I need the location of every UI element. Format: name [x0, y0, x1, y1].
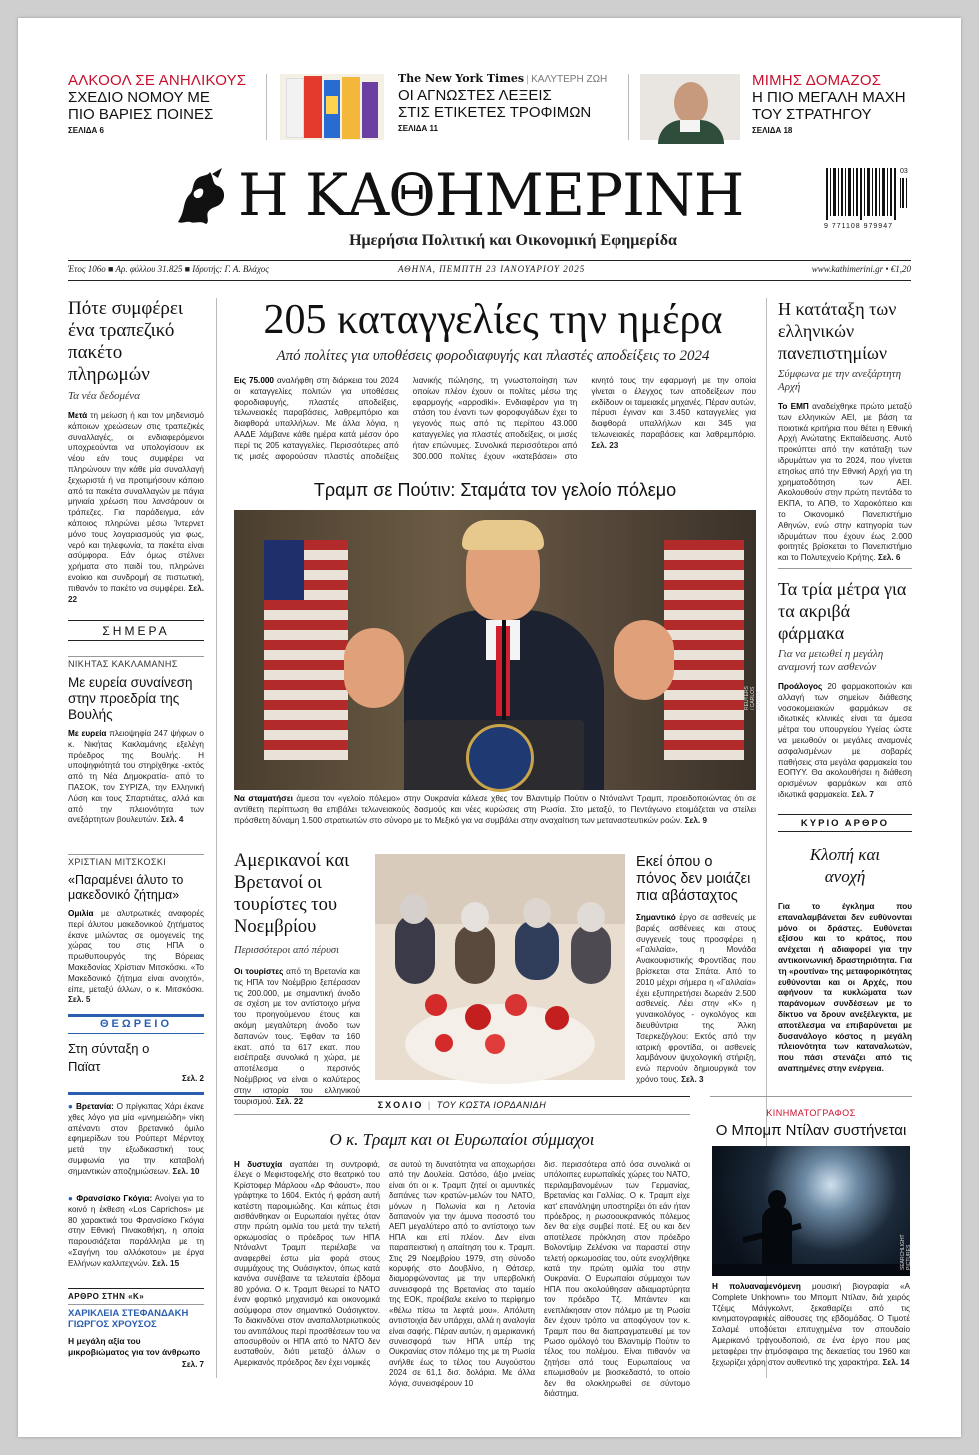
column-author: ΧΑΡΙΚΛΕΙΑ ΣΤΕΦΑΝΔΑΚΗ ΓΙΩΡΓΟΣ ΧΡΟΥΣΟΣ [68, 1308, 189, 1330]
story-subheadline: Τα νέα δεδομένα [68, 390, 140, 402]
theoreio-rule [68, 1033, 204, 1034]
general-portrait-photo [640, 74, 740, 140]
editorial-title: Κλοπή και ανοχή [809, 845, 881, 886]
dateline-rule-top [68, 260, 911, 261]
comment-label: ΣΧΟΛΙΟ [377, 1100, 424, 1110]
editorial-rule [778, 814, 912, 815]
story-drugs[interactable] [778, 578, 912, 801]
lead-subheadline: Από πολίτες για υποθέσεις φοροδιαφυγής και πλαστές αποδείξεις το 2024 [276, 348, 710, 364]
story-body: Σημαντικό έργο σε ασθενείς με βαριές ασθένειες και στους συγγενείς τους προσφέρει η «Γαλιλαία», η Μονάδα Ανακουφιστικής Φροντίδας που βρίσκεται στα Σπάτα. Από το 2010 μέχρι σήμερα η «Γαλιλαία» έχει εξυπηρετήσει δωρεάν 2.500 ασθενείς. Λέει στην «Κ» η γυναικολόγος - ογκολόγος και διευθύντρια της Άλκη Τσερκεζόγλου: Εκτός από την ιατρική φροντίδα, οι ασθενείς λαμβάνουν ψυχολογική στήριξη, ενώ περνούν δημιουργικά τον χρόνο τους. Σελ. 3 [636, 913, 756, 1084]
barcode-issue: 03 [900, 168, 908, 175]
brief-britain[interactable] [68, 1102, 204, 1178]
story-universities[interactable] [778, 298, 912, 564]
comment-byline: ΤΟΥ ΚΩΣΤΑ ΙΟΡΔΑΝΙΔΗ [436, 1100, 547, 1110]
story-headline: Εκεί όπου ο πόνος δεν μοιάζει πια αβάσταχτος [636, 854, 751, 904]
theoreio-section-label: ΘΕΩΡΕΙΟ [100, 1018, 172, 1030]
section-rule [778, 568, 912, 569]
trump-headline[interactable]: Τραμπ σε Πούτιν: Σταμάτα τον γελοίο πόλεμο [313, 480, 677, 500]
story-subheadline: Σύμφωνα με την ανεξάρτητη Αρχή [778, 368, 902, 393]
dylan-headline[interactable]: Ο Μπομπ Ντίλαν συστήνεται [715, 1122, 907, 1139]
teaser-headline-line: ΣΧΕΔΙΟ ΝΟΜΟΥ ΜΕ [68, 89, 210, 106]
column-divider [216, 298, 217, 1378]
section-rule [710, 1096, 912, 1097]
comment-label-row: ΣΧΟΛΙΟ | ΤΟΥ ΚΩΣΤΑ ΙΟΡΔΑΝΙΔΗ [377, 1100, 547, 1110]
column-page-ref: Σελ. 7 [182, 1360, 204, 1369]
section-rule [68, 1288, 204, 1289]
section-rule [68, 620, 204, 621]
teaser-divider [628, 74, 629, 140]
theoreio-rule [68, 1092, 204, 1095]
galilee-photo [375, 854, 625, 1080]
story-headline: Η κατάταξη των ελληνικών πανεπιστημίων [778, 299, 897, 363]
lead-headline[interactable]: 205 καταγγελίες την ημέρα [263, 297, 723, 343]
story-author: ΧΡΙΣΤΙΑΝ ΜΙΤΣΚΟΣΚΙ [68, 854, 204, 867]
story-bank-package[interactable] [68, 298, 204, 605]
story-parliament[interactable] [68, 656, 204, 826]
teaser-food-labels[interactable] [398, 72, 628, 133]
dateline [68, 264, 911, 278]
comment-rule [234, 1096, 690, 1097]
dateline-issue: Έτος 106ο ■ Αρ. φύλλου 31.825 ■ Ιδρυτής: Γ. Α. Βλάχος [68, 264, 269, 274]
story-subheadline: Για να μειωθεί η μεγάλη αναμονή των ασθενών [778, 648, 884, 673]
comment-rule [234, 1114, 690, 1115]
photo-credit: REUTERS / CARLOS BARRIA [744, 686, 762, 710]
story-body: Μετά τη μείωση ή και τον μηδενισμό κάποιων χρεώσεων στις τραπεζικές συναλλαγές, οι ενδιαφερόμενοι υποχρεούνται να υπολογίσουν εκ νέου εάν τους συμφέρει να πληρώνουν την κάθε μία συναλλαγή ξεχωριστά ή να προτιμήσουν κάποιο από τα πακέτα συναλλαγών με πάγια μηνιαία χρέωση που λανσάρουν οι τράπεζες. Για παράδειγμα, εάν κάποιος πληρώνει μέσω Ίντερνετ μόνο τους λογαριασμούς για φως, νερό και τηλεφωνία, τα πακέτα είναι ασύμφορα. Εάν όμως στέλνει χρήματα στο παιδί του, πληρώνει ενοίκιο και συνδρομή σε πιστωτική, πιθανόν το πακέτο να συμφέρει. Σελ. 22 [68, 411, 204, 604]
story-palliative-care[interactable] [636, 854, 756, 1086]
brief-body: ● Βρετανία: Ο πρίγκιπας Χάρι έκανε χθες λόγο για μία «μνημειώδη» νίκη απέναντι στον βρετανικό όμιλο εφημερίδων του Ρούπερτ Μέρντοχ μετά την εξωδικαστική τους συμφωνία για την καταβολή σημαντικών αποζημιώσεων. Σελ. 10 [68, 1102, 205, 1176]
section-rule [68, 640, 204, 641]
teaser-alcohol[interactable] [68, 72, 268, 135]
dateline-site-price: www.kathimerini.gr • €1,20 [811, 264, 911, 274]
story-body: Οι τουρίστες από τη Βρετανία και τις ΗΠΑ τον Νοέμβριο ξεπέρασαν τις 200.000, με σημαντική άνοδο σε σχέση με τον αντίστοιχο μήνα του προηγούμενου έτους και ακόμη μεγαλύτερη άνοδο των δαπανών τους. Έφθαν τα 160 εκατ. από τα 617 εκατ. που εισέπραξε συνολικά η χώρα, με αποτέλεσμα ο περσινός Νοέμβριος να είναι ο καλύτερος στην ιστορία του ελληνικού τουρισμού. Σελ. 22 [234, 967, 360, 1106]
teaser-headline-line: ΣΤΙΣ ΕΤΙΚΕΤΕΣ ΤΡΟΦΙΜΩΝ [398, 104, 592, 121]
editorial-body: Για το έγκλημα που επαναλαμβάνεται δεν ευθύνονται μόνο οι δράστες. Ευθύνεται εξίσου και το κράτος, που ανέχεται ή αδιαφορεί για την αντικοινωνική δραστηριότητα. Για τη «ρουτίνα» της μεταφορικότητας ευθύνονται και οι Αρχές, που αφήνουν τα κυκλώματα των παράνομων συνδέσεων με το δίκτυο να δρουν ανεξέλεγκτα, με αποτέλεσμα να επιβαρύνεται με δυσανάλογο κόστος η μεγάλη πλειονότητα των καταναλωτών, που πάσι στενάζει από τις αναπημένες στην ενέργεια. [778, 902, 912, 1073]
barcode-number: 9 771108 979947 [824, 223, 893, 230]
barcode [824, 168, 910, 230]
comment-title[interactable]: Ο κ. Τραμπ και οι Ευρωπαίοι σύμμαχοι [329, 1130, 595, 1149]
griffin-logo-icon [172, 166, 230, 228]
trump-photo [234, 510, 762, 790]
brief-body: ● Φρανσίσκο Γκόγια: Ανοίγει για το κοινό η έκθεση «Los Caprichos» με 80 χαρακτικά του Φρανσίσκο Γκόγια στην Εθνική Πινακοθήκη, η οποία παρουσιάζεται παράλληλα με τη «Σαγήνη του αλλόκοτου» με έργα Ελλήνων καλλιτεχνών. Σελ. 15 [68, 1194, 204, 1268]
teaser-divider [266, 74, 267, 140]
brand-separator: | [526, 74, 529, 85]
trump-caption: Να σταματήσει άμεσα τον «γελοίο πόλεμο» στην Ουκρανία κάλεσε χθες τον Βλαντιμίρ Πούτιν ο Ντόναλντ Τραμπ, προειδοποιώντας ότι σε αντίθετη περίπτωση θα επιβάλει τελωνειακούς δασμούς και νέες κυρώσεις στη Ρωσία. Στο μεταξύ, το Πεντάγωνο ετοιμάζεται να στείλει πρόσθετη δύναμη 1.500 στρατιωτών στο σύνορο με το Μεξικό για να συμβάλει στην αναχαίτιση των μεταναστευτικών ροών. Σελ. 9 [234, 794, 756, 825]
story-headline: «Παραμένει άλυτο το μακεδονικό ζήτημα» [68, 873, 184, 902]
teaser-page-ref: ΣΕΛΙΔΑ 6 [68, 126, 104, 135]
theoreio-rule [68, 1014, 204, 1017]
dateline-date: ΑΘΗΝΑ, ΠΕΜΠΤΗ 23 ΙΑΝΟΥΑΡΙΟΥ 2025 [398, 264, 586, 274]
story-headline: Πότε συμφέρει ένα τραπεζικό πακέτο πληρωμών [68, 298, 183, 385]
editorial[interactable] [778, 816, 912, 1075]
comment-body-col3: δισ. περισσότερα από όσα συνολικά οι υπόλοιπες ευρωπαϊκές χώρες του ΝΑΤΟ, περιλαμβανομένων των Γερμανίας, Βρετανίας και Γαλλίας. Ο κ. Τραμπ είχε κατ' επανάληψη υποστηρίξει ότι εάν ήταν πρόεδρος, η ρωσοουκρανικός πόλεμος δεν θα είχε συμβεί ποτέ. Εξ ου και δεν αποτέλεσε πρόκληση στον πρόεδρο Βολοντίμιρ Ζελένσκι να παραστεί στην τελετή ορκωμοσίας του, ούτε ενοχλήθηκε κατά την πρώτη ομιλία του στην Ουκρανία. Ο Ευρωπαίοι σύμμαχοι των ΗΠΑ που ακολούθησαν αδιαμαρτύρητα τον πρόεδρο Τζ. Μπάιντεν και ενεπλάκησαν στον πόλεμο με τη Ρωσία δεν έχουν τρόπο να αποφύγουν τον κ. Τραμπ που θα διαπραγματευθεί με τον Ρωσο ομόλογό του Βλαντιμίρ Πούτιν το τέλος του πολέμου. Είναι πιθανόν να ζητήσει από τους Ευρωπαίους να επωμισθούν με βιοσκεδαστό, το οποίο δεν θα ολοκληρωθεί σε σύντομο διάστημα. [544, 1160, 690, 1398]
teaser-headline-line: Η ΠΙΟ ΜΕΓΑΛΗ ΜΑΧΗ [752, 89, 906, 106]
story-headline: Αμερικανοί και Βρετανοί οι τουρίστες του Νοεμβρίου [234, 851, 350, 937]
teaser-page-ref: ΣΕΛΙΔΑ 18 [752, 126, 793, 135]
food-labels-photo [280, 74, 384, 140]
editorial-label: ΚΥΡΙΟ ΑΡΘΡΟ [778, 816, 912, 832]
column-title: Η μεγάλη αξία του μικροβιώματος για τον άνθρωπο [68, 1336, 201, 1357]
theoreio-item[interactable] [68, 1040, 204, 1083]
teaser-kicker: ΑΛΚΟΟΛ ΣΕ ΑΝΗΛΙΚΟΥΣ [68, 72, 247, 89]
story-macedonia[interactable] [68, 854, 204, 1006]
story-body: Το ΕΜΠ αναδείχθηκε πρώτο μεταξύ των ελληνικών ΑΕΙ, με βάση τα ποιοτικά κριτήρια που θέτει η Εθνική Αρχή Ανώτατης Εκπαίδευσης. Αυτό προκύπτει από την κατάταξη των ιδρυμάτων για το 2024, που γίνεται ετησίως από την Εθνική Αρχή για τη χρηματοδότηση των ΑΕΙ. Ακολουθούν στην πρώτη πεντάδα το ΕΚΠΑ, το ΑΠΘ, το Χαροκόπειο και το Οικονομικό Πανεπιστήμιο Αθηνών, ενώ στην κατηγορία των ιδρυμάτων που έχουν έως 2.000 φοιτητές βρίσκεται το Πανεπιστήμιο και το Πολυτεχνείο Κρήτης. Σελ. 6 [778, 402, 912, 563]
story-body: Προάλογος 20 φαρμακοποιών και αλλαγή των σημείων διάθεσης νοσοκομειακών φαρμάκων σε ιδιωτικές κλινικές είναι τα άμεσα μέτρα του υπουργείου Υγείας ώστε να μειωθούν οι μεγάλες αναμονές ασφαλισμένων με σοβαρές παθήσεις στα μεγάλα φαρμακεία του ΕΟΠΥΥ. Θα ακολουθήσει η διάθεση ορισμένων φαρμάκων και από ιδιωτικά φαρμακεία. Σελ. 7 [778, 682, 912, 799]
teaser-kicker: ΜΙΜΗΣ ΔΟΜΑΖΟΣ [752, 72, 882, 89]
dateline-rule-bottom [68, 280, 911, 281]
nyt-brand: The New York Times [398, 72, 525, 85]
story-subheadline: Περισσότεροι από πέρυσι [234, 945, 340, 956]
story-headline: Τα τρία μέτρα για τα ακριβά φάρμακα [778, 579, 907, 643]
dylan-body: Η πολυαναμενόμενη μουσική βιογραφία «A Complete Unknown» του Μπομπ Ντίλαν, διά χειρός Τζέιμς Μάνγκολντ, ξεκαθαρίζει από τις κινηματογραφικές αίθουσες της εβδομάδας. Ο Τιμοτέ Σαλαμέ υποδύεται επιτυχημένα τον σπουδαίο Αμερικανό τραγουδοποιό, σε ένα έργο που μας μεταφέρει την ατμόσφαιρα της δεκαετίας του 1960 και ξεχωρίζει χάρη στον αυθεντικό της χαρακτήρα. Σελ. 14 [712, 1282, 910, 1367]
brief-goya[interactable] [68, 1194, 204, 1270]
lead-story-body: Εις 75.000 αναλήφθη στη διάρκεια του 2024 οι καταγγελίες πολιτών για υποθέσεις φοροδιαφυγής, πλαστές αποδείξεις, τελωνειακές παραβάσεις, λαθρεμπόριο και διαφθορά υπαλλήλων. Με άλλα λόγια, η ΑΑΔΕ λάμβανε κάθε ημέρα κατά μέσον όρο περί τις 205 καταγγελίες. Περισσότερες από τις μισές αφορούσαν πλαστές αποδείξεις λιανικής πώλησης, τη γνωστοποίηση των οποίων πλέον έχουν οι πολίτες μέσω της εφαρμογής «αρροdiki». Ενδιαφέρον για τη στάση του έναντι των φοροφυγάδων έχει το γεγονός πως από τις περίπου 43.000 καταγγελίες για πλαστές αποδείξεις, οι μισές ήταν επώνυμες. Συνολικά περισσότεροι από 300.000 πολίτες έχουν «κατεβάσει» στο κινητό τους την εφαρμογή με την οποία γίνεται ο έλεγχος των αποδείξεων που εκδίδουν οι ταμειακές μηχανές. Πέραν αυτών, πέρυσι έγιναν και 3.450 καταγγελίες για διαφθορά υπαλλήλων και 345 για τελωνειακές παραβάσεις και λαθρεμπόριο. Σελ. 23 [234, 376, 756, 461]
brand-section: ΚΑΛΥΤΕΡΗ ΖΩΗ [531, 74, 608, 85]
column-article[interactable] [68, 1292, 204, 1369]
story-tourists[interactable] [234, 850, 360, 1107]
column-label: ΑΡΘΡΟ ΣΤΗΝ «Κ» [68, 1292, 145, 1301]
masthead-title: Η ΚΑΘΗΜΕΡΙΝΗ [238, 161, 744, 229]
story-body: Ομιλία με αλυτρωτικές αναφορές περί άλυτου μακεδονικού ζητήματος έκανε μιλώντας σε ομογενείς της χώρας του στις ΗΠΑ ο πρωθυπουργός της Βόρειας Μακεδονίας Χρίστιαν Μιτσκόσκι. «Το Μακεδονικό ζήτημα είναι ανοιχτό», είπε, μεταξύ άλλων, ο κ. Μιτσκόσκι. Σελ. 5 [68, 909, 204, 1005]
masthead-tagline: Ημερήσια Πολιτική και Οικονομική Εφημερίδα [349, 232, 677, 249]
today-section-label: ΣΗΜΕΡΑ [102, 624, 170, 638]
comment-body-col2: σε αυτού τη δυνατότητα να αποχωρήσει από την Δουλεία. Ωστόσο, άξιο μνείας είναι ότι οι κ. Τραμπ ζητεί οι αμυντικές δαπάνες των κρατών-μελών του ΝΑΤΟ, μόνων η Πολωνία και η Λετονία δαπανούν για την άμυνα ποσοστό του ΑΕΠ μεγαλύτερο από το αντίστοιχο των ΗΠΑ και επί πλέον. Δεν είναι παραπειστική η απαίτηση του κ. Τραμπ. Στις 29 Νοεμβρίου 1979, στη σύνοδο κορυφής στο Δουβλίνο, η Θάτσερ, διαμορφώνοντας με την υπερβολική συνεισφορά της Βρετανίας στο ταμείο της ΕΟΚ, προέβαλε εκείνο το περίφημο «θέλω πίσω τα λεφτά μου». Απόλυτη αντιστοιχία δεν υπάρχει, αλλά η αναλογία είναι σαφής. Πέραν αυτών, η αμερικανική συνεισφορά των ΗΠΑ υπέρ της Ουκρανίας στον πόλεμο της με τη Ρωσία ανήλθε έως το τέλος του Αυγούστου 2024 σε 61,1 δισ. δολάρια. Με άλλα λόγια, συνεισφέρουν 10 [389, 1160, 535, 1388]
teaser-headline-line: ΟΙ ΑΓΝΩΣΤΕΣ ΛΕΞΕΙΣ [398, 87, 552, 104]
teaser-headline-line: ΤΟΥ ΣΤΡΑΤΗΓΟΥ [752, 106, 872, 123]
comment-body-col1: Η δυστυχία αγαπάει τη συντροφιά, έλεγε ο Μεφιστοφελής στο θεατρικό του Κρίστοφερ Μάρλοου «Δρ Φάουστ», που γράφτηκε το 1604. Εκτός ή φράση αυτή κατέστη παροιμιώδης. Και κάπως έτσι αισθάνθηκαν οι Ευρωπαίοι ηγέτες όταν στην πρώτη ομιλία του μετά την τελετή ορκωμοσίας ο πρόεδρος των ΗΠΑ Ντόναλντ Τραμπ περιέλαβε να αναφερθεί έστω μία φορά στους συμμάχους της Ουάσιγκτον, όπως κατά κανόνα συνέβαινε τα τελευταία έβδομα 80 χρόνια. Ο κ. Τραμπ θεωρεί το ΝΑΤΟ έναν φορτικό μηχανισμό και οικονομικά ασύμφορα στον σημαντικό Ουάσιγκτον. Το διακινδύνει στον αναπαλλοτριωτικούς του αντιπάλους περί προσθέσεων του να αποσυρθούν οι ΗΠΑ από το ΝΑΤΟ δεν ευσταθούν, διότι μεταξύ άλλων ο Αμερικανός πρόεδρος δεν έχει νομικές [234, 1160, 380, 1367]
photo-credit: SEARCHLIGHT PICTURES [900, 1234, 912, 1270]
theoreio-title: Στη σύνταξη ο Παϊατ [68, 1041, 150, 1074]
teaser-page-ref: ΣΕΛΙΔΑ 11 [398, 124, 438, 133]
teaser-headline-line: ΠΙΟ ΒΑΡΙΕΣ ΠΟΙΝΕΣ [68, 106, 214, 123]
teaser-domazos[interactable] [752, 72, 952, 135]
dylan-kicker: ΚΙΝΗΜΑΤΟΓΡΑΦΟΣ [766, 1108, 856, 1118]
story-body: Με ευρεία πλειοψηφία 247 ψήφων ο κ. Νικήτας Κακλαμάνης εξελέγη πρόεδρος της Βουλής. Η υποψηφιότητά του στηρίχθηκε -εκτός από τη Νέα Δημοκρατία- από το ΠΑΣΟΚ, τον ΣΥΡΙΖΑ, την Ελληνική Λύση και τους Σπαρτιάτες, αλλά και από την πλειονότητα των ανεξάρτητων βουλευτών. Σελ. 4 [68, 729, 204, 825]
dylan-photo [712, 1146, 910, 1276]
story-headline: Με ευρεία συναίνεση στην προεδρία της Βουλής [68, 675, 193, 722]
newspaper-page [18, 18, 961, 1437]
theoreio-page-ref: Σελ. 2 [182, 1074, 204, 1083]
story-author: ΝΙΚΗΤΑΣ ΚΑΚΛΑΜΑΝΗΣ [68, 656, 204, 669]
